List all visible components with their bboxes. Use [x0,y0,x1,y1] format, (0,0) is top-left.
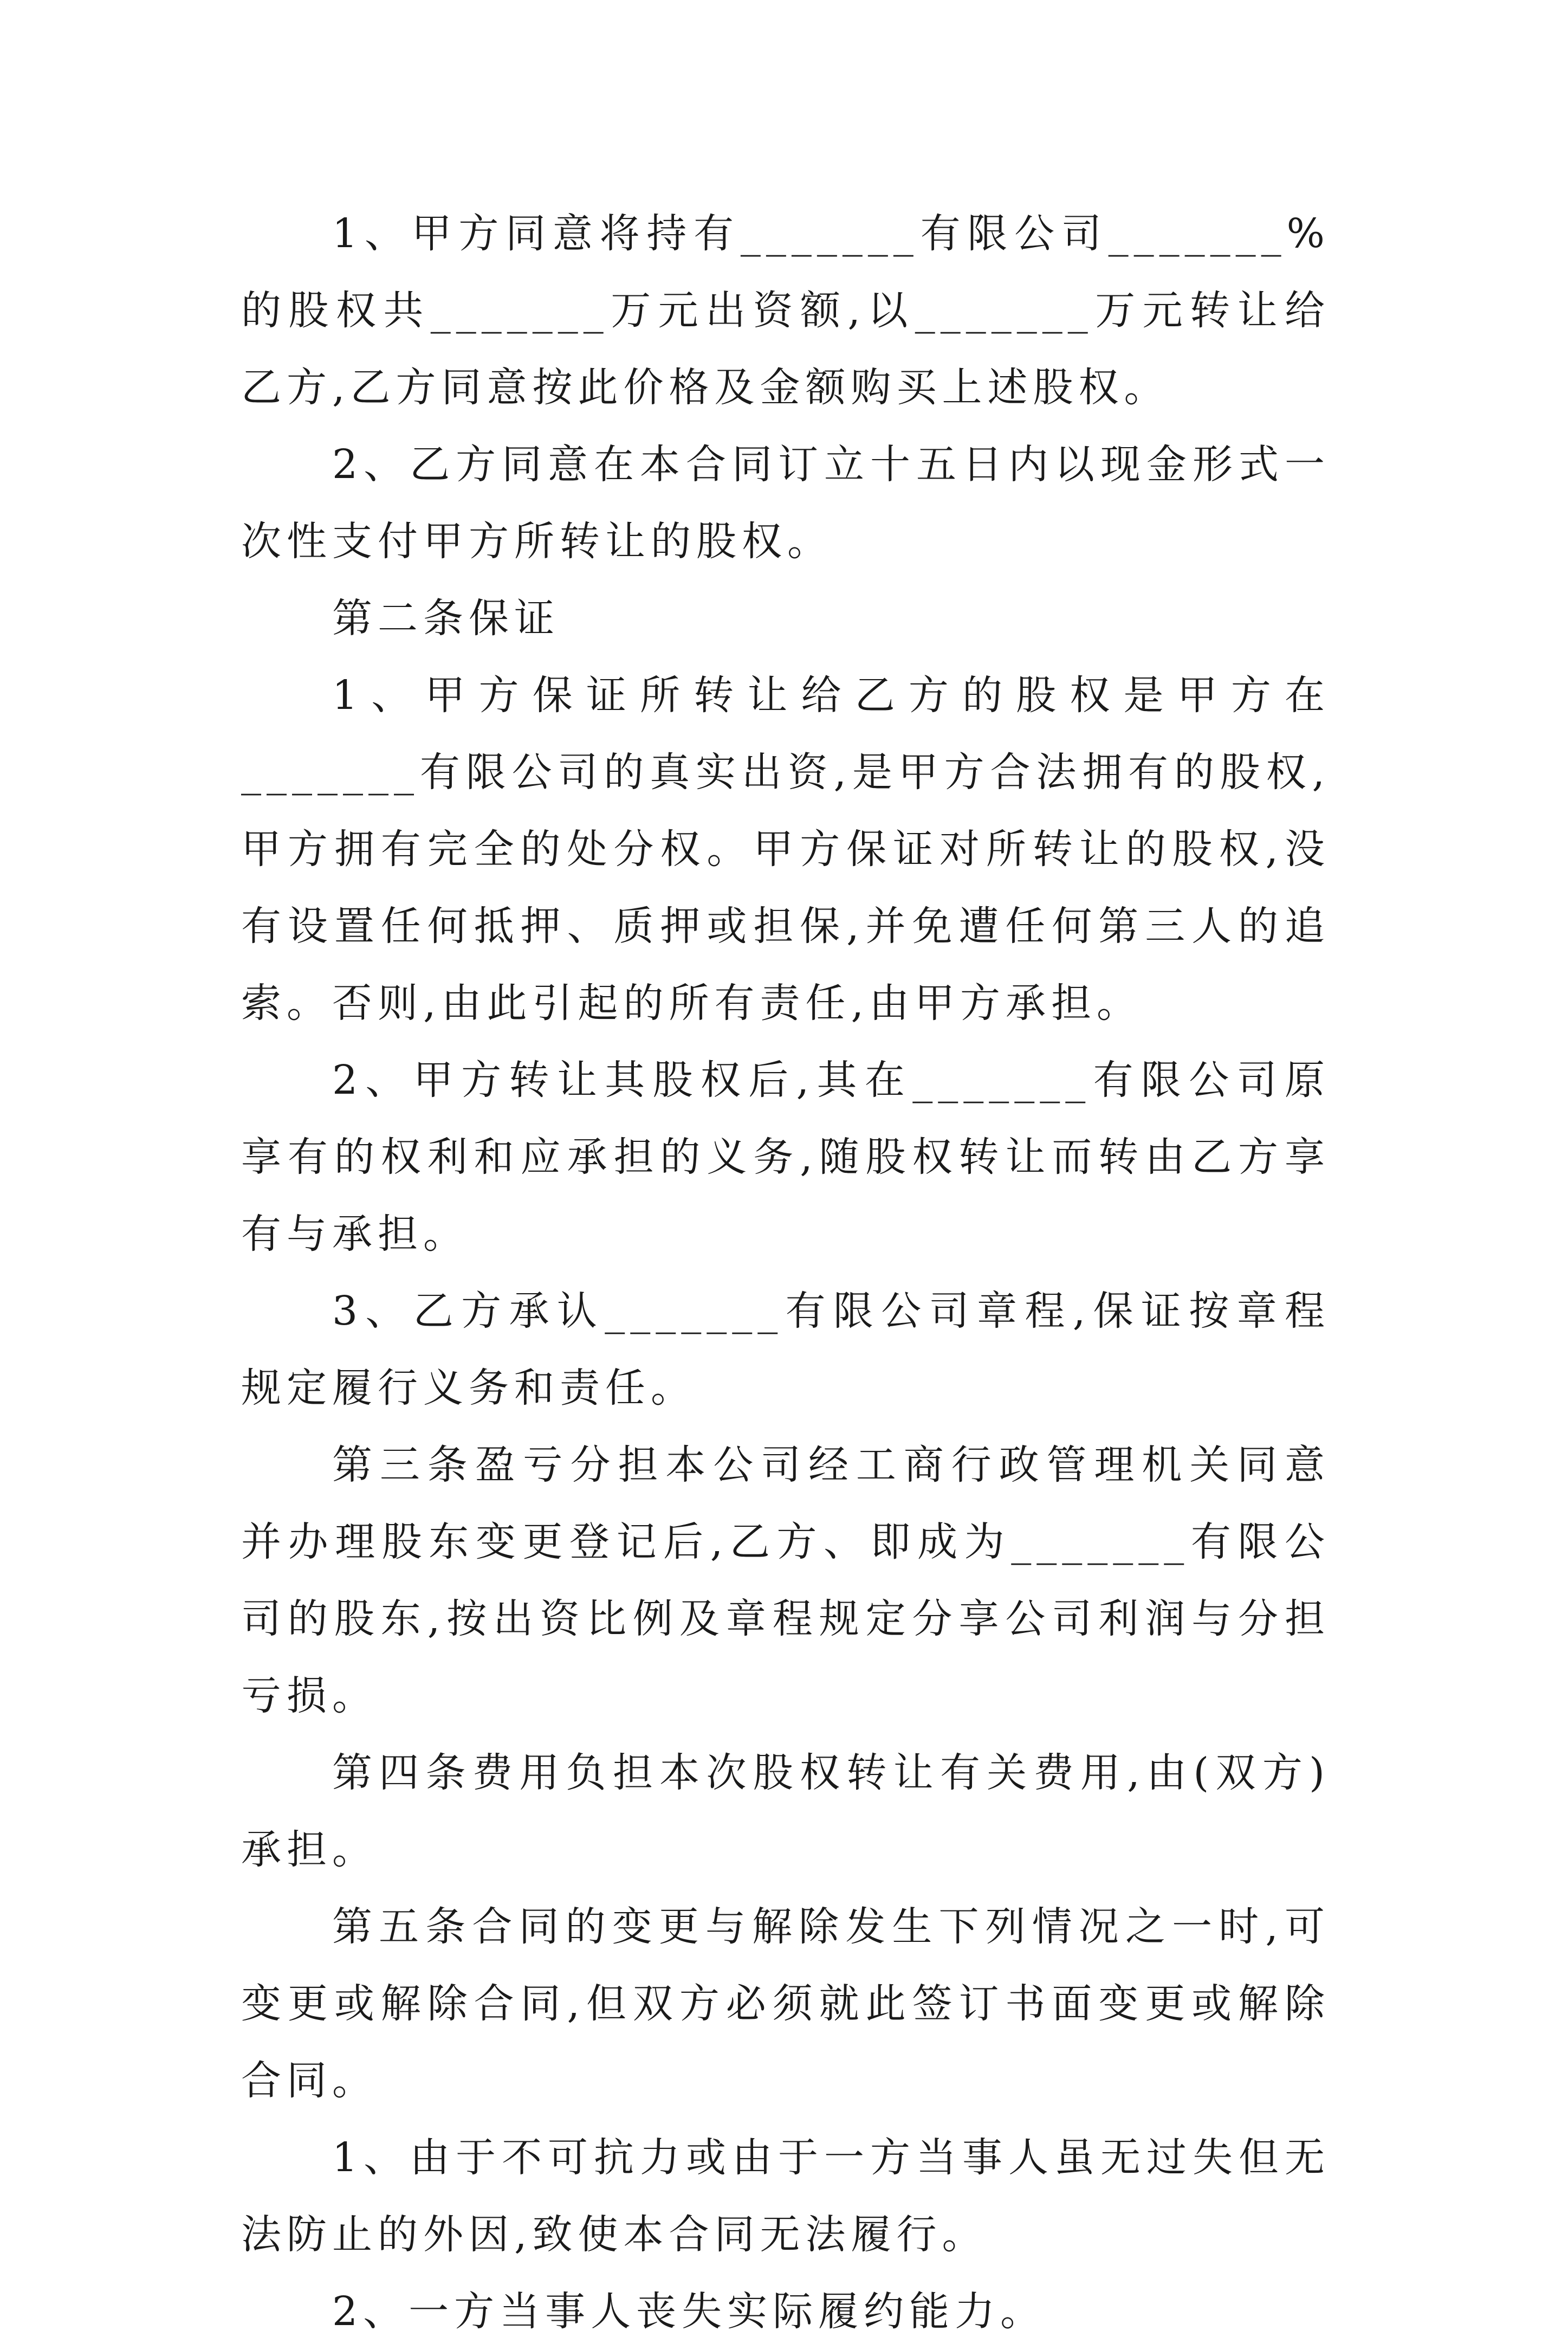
paragraph-payment: 2、乙方同意在本合同订立十五日内以现金形式一次性支付甲方所转让的股权。 [241,441,1330,565]
paragraph-transfer-terms: 1、甲方同意将持有_______有限公司_______%的股权共_______万元出资额,以_______万元转让给乙方,乙方同意按此价格及金额购买上述股权。 [241,210,1330,411]
paragraph-article-3: 第三条盈亏分担本公司经工商行政管理机关同意并办理股东变更登记后,乙方、即成为_______有限公司的股东,按出资比例及章程规定分享公司利润与分担亏损。 [241,1442,1330,1719]
paragraph-article-5-item-1: 1、由于不可抗力或由于一方当事人虽无过失但无法防止的外因,致使本合同无法履行。 [241,2134,1330,2258]
paragraph-article-4: 第四条费用负担本次股权转让有关费用,由(双方)承担。 [241,1749,1330,1873]
document-body [241,195,1330,2350]
paragraph-article-5-item-2: 2、一方当事人丧失实际履约能力。 [332,2288,1046,2335]
paragraph-guarantee-3: 3、乙方承认_______有限公司章程,保证按章程规定履行义务和责任。 [241,1288,1330,1411]
heading-article-2: 第二条保证 [332,595,560,642]
paragraph-guarantee-1: 1、甲方保证所转让给乙方的股权是甲方在_______有限公司的真实出资,是甲方合法拥有的股权,甲方拥有完全的处分权。甲方保证对所转让的股权,没有设置任何抵押、质押或担保,并免遭任何第三人的追索。否则,由此引起的所有责任,由甲方承担。 [241,672,1330,1026]
paragraph-article-5: 第五条合同的变更与解除发生下列情况之一时,可变更或解除合同,但双方必须就此签订书面变更或解除合同。 [241,1903,1330,2104]
paragraph-guarantee-2: 2、甲方转让其股权后,其在_______有限公司原享有的权利和应承担的义务,随股权转让而转由乙方享有与承担。 [241,1057,1330,1257]
